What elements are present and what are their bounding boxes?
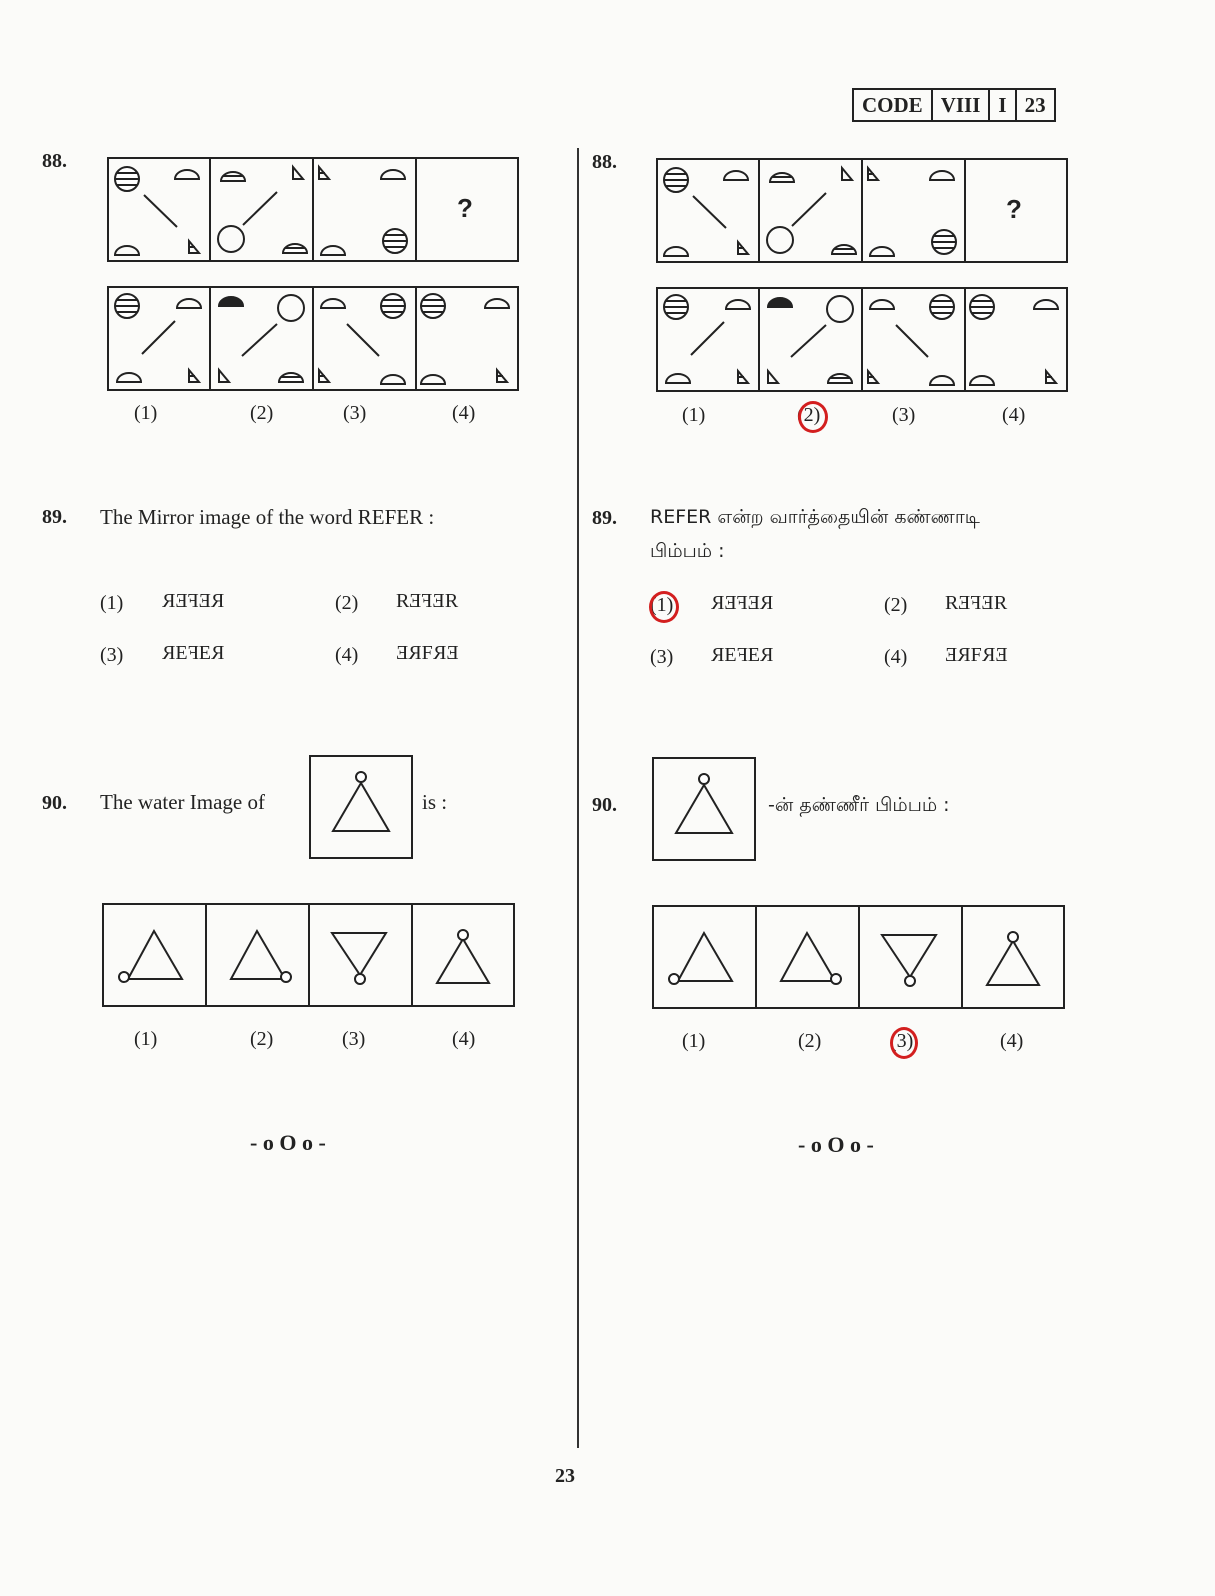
q90-option-label: (4) [452, 1028, 476, 1050]
semicircle-icon [321, 299, 345, 308]
q89-option-num: (3) [100, 644, 124, 666]
triangle-icon [128, 931, 182, 979]
end-separator-tamil: - o O o - [798, 1132, 874, 1157]
striped-circle-icon [421, 294, 445, 318]
quarter-shape-icon [293, 167, 303, 179]
semicircle-icon [421, 375, 445, 384]
small-circle-icon [356, 772, 366, 782]
code-label: CODE [854, 90, 933, 120]
q90-answer-figures [102, 903, 515, 1007]
q90-number-tamil: 90. [592, 794, 617, 816]
q89-option-num-tamil-marked: (1) [650, 594, 674, 616]
q89-question-text: The Mirror image of the word REFER : [100, 505, 435, 529]
striped-circle-icon [381, 294, 405, 318]
quarter-shape-icon [319, 167, 329, 179]
q89-option-value: REFER [162, 590, 225, 612]
semicircle-icon [485, 299, 509, 308]
triangle-icon [676, 785, 732, 833]
q89-option-value: REFER [396, 590, 459, 612]
quarter-shape-icon [319, 370, 329, 382]
q88-number-tamil: 88. [592, 151, 617, 173]
q90-option-label: (3) [342, 1028, 366, 1050]
inverted-triangle-icon [332, 933, 386, 975]
semicircle-icon [115, 246, 139, 255]
q89-question-text-tamil-2: பிம்பம் : [650, 540, 725, 562]
quarter-shape-icon [219, 370, 229, 382]
triangle-icon [437, 939, 489, 983]
code-page: 23 [1024, 93, 1046, 117]
striped-circle-icon [383, 229, 407, 253]
q88-option-label: (4) [452, 402, 476, 424]
q89-option-num-tamil: (3) [650, 646, 674, 668]
q90-question-figure [309, 755, 413, 859]
q88-option-label: (1) [134, 402, 158, 424]
q89-option-num-tamil: (2) [884, 594, 908, 616]
q88-problem-figure-tamil [656, 158, 1068, 263]
column-divider [577, 148, 579, 1448]
striped-circle-icon [932, 230, 956, 254]
q89-option-value-tamil: REFER [945, 592, 1008, 614]
q89-option-value: REFER [162, 642, 225, 664]
quarter-shape-icon [497, 370, 507, 382]
quarter-shape-icon [189, 370, 199, 382]
semicircle-icon [381, 170, 405, 179]
q89-option-num: (4) [335, 644, 359, 666]
q90-text-tamil: -ன் தண்ணீர் பிம்பம் : [768, 794, 950, 816]
q90-option-label-tamil-marked: (3) [890, 1030, 914, 1052]
q90-option-label: (2) [250, 1028, 274, 1050]
answer-mark-circle [798, 401, 828, 433]
striped-circle-icon [115, 167, 139, 191]
end-separator: - o O o - [250, 1130, 326, 1155]
q88-option-label: (2) [250, 402, 274, 424]
semicircle-icon [177, 299, 201, 308]
q88-option-label-tamil: (1) [682, 404, 706, 426]
q89-option-value-tamil: REFER [945, 644, 1008, 666]
answer-mark-circle [649, 591, 679, 623]
q88-option-label-tamil: (3) [892, 404, 916, 426]
q88-answer-svg [107, 286, 519, 391]
q88-option-label-tamil-marked: (2) [797, 404, 821, 426]
q89-option-value: REFER [396, 642, 459, 664]
semicircle-icon [175, 170, 199, 179]
q90-option-label-tamil: (2) [798, 1030, 822, 1052]
q88-number: 88. [42, 150, 67, 172]
code-box [852, 88, 1056, 122]
code-class: VIII [933, 90, 991, 120]
striped-semicircle-icon [219, 297, 243, 306]
q90-text-before: The water Image of [100, 790, 265, 814]
q89-option-value-tamil: REFER [711, 644, 774, 666]
quarter-shape-icon [189, 241, 199, 253]
q88-answer-figures-tamil [656, 287, 1068, 392]
q90-question-figure-tamil [652, 757, 756, 861]
q89-option-num: (2) [335, 592, 359, 614]
page-number: 23 [555, 1465, 575, 1487]
q90-option-label-tamil: (1) [682, 1030, 706, 1052]
semicircle-icon [321, 246, 345, 255]
q88-answer-figures [107, 286, 519, 391]
circle-icon [218, 226, 244, 252]
answer-mark-circle [890, 1027, 918, 1059]
q88-question-mark-tamil: ? [1006, 194, 1022, 224]
q90-answer-figures-tamil [652, 905, 1065, 1009]
semicircle-icon [381, 375, 405, 384]
q88-problem-figure [107, 157, 519, 262]
q89-option-num: (1) [100, 592, 124, 614]
striped-circle-icon [115, 294, 139, 318]
q90-number: 90. [42, 792, 67, 814]
semicircle-icon [117, 373, 141, 382]
q90-option-label: (1) [134, 1028, 158, 1050]
q89-number-tamil: 89. [592, 507, 617, 529]
q89-number: 89. [42, 506, 67, 528]
q88-option-label: (3) [343, 402, 367, 424]
triangle-icon [231, 931, 285, 979]
q90-option-label-tamil: (4) [1000, 1030, 1024, 1052]
q88-option-label-tamil: (4) [1002, 404, 1026, 426]
code-part: I [990, 90, 1016, 120]
striped-circle-icon [664, 168, 688, 192]
q89-option-num-tamil: (4) [884, 646, 908, 668]
q90-text-after: is : [422, 790, 448, 814]
q88-question-mark: ? [457, 193, 473, 223]
q89-option-value-tamil: REFER [711, 592, 774, 614]
q89-question-text-tamil: REFER என்ற வார்த்தையின் கண்ணாடி [650, 506, 980, 528]
triangle-icon [333, 783, 389, 831]
circle-icon [278, 295, 304, 321]
